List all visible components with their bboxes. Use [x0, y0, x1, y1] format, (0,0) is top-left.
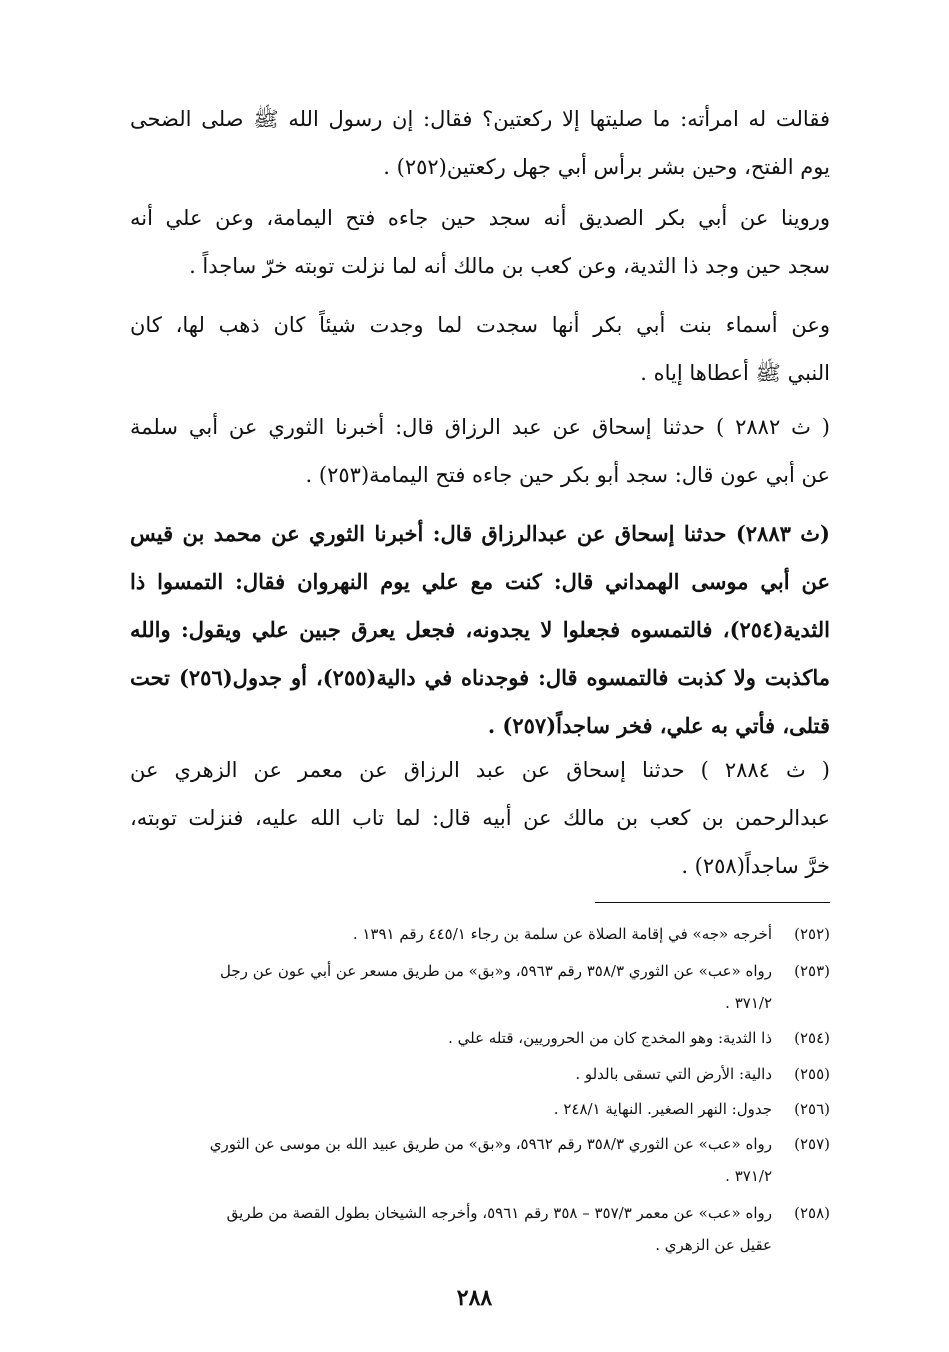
footnote-text: عقيل عن الزهري . [655, 1236, 772, 1254]
footnote-text: ٣٧١/٢ . [725, 1167, 772, 1185]
paragraph-3 [130, 301, 830, 397]
footnote-text: دالية: الأرض التي تسقى بالدلو . [575, 1065, 772, 1083]
footnote-text: رواه «عب» عن الثوري ٣٥٨/٣ رقم ٥٩٦٣، و«بق» من طريق مسعر عن أبي عون عن رجل [220, 962, 772, 980]
footnote-number: (٢٥٣) [794, 962, 830, 980]
footnote-text: أخرجه «جه» في إقامة الصلاة عن سلمة بن رجاء ٤٤٥/١ رقم ١٣٩١ . [352, 925, 772, 943]
text-line: ( ث ٢٨٨٤ ) حدثنا إسحاق عن عبد الرزاق عن معمر عن الزهري عن [130, 758, 830, 782]
footnote-number: (٢٥٨) [794, 1204, 830, 1222]
athar-2882 [130, 403, 830, 499]
footnote-number: (٢٥٥) [794, 1065, 830, 1083]
footnote-255 [130, 1058, 830, 1090]
athar-2883 [130, 510, 830, 750]
footnote-number: (٢٥٦) [794, 1100, 830, 1118]
paragraph-2 [130, 194, 830, 290]
text-line: ماكذبت ولا كذبت فالتمسوه قال: فوجدناه في دالية(٢٥٥)، أو جدول(٢٥٦) تحت [130, 665, 830, 690]
footnote-number: (٢٥٧) [794, 1135, 830, 1153]
text-line: عن أبي موسى الهمداني قال: كنت مع علي يوم النهروان فقال: التمسوا ذا [130, 569, 830, 594]
footnote-text: جدول: النهر الصغير. النهاية ٢٤٨/١ . [553, 1100, 772, 1118]
text-line: وروينا عن أبي بكر الصديق أنه سجد حين جاءه فتح اليمامة، وعن علي أنه [130, 206, 830, 230]
page-number: ٢٨٨ [456, 1285, 493, 1311]
footnote-divider [595, 902, 830, 903]
footnote-258 [130, 1197, 830, 1261]
text-line: قتلى، فأتي به علي، فخر ساجداً(٢٥٧) . [487, 713, 830, 738]
text-line: الثدية(٢٥٤)، فالتمسوه فجعلوا لا يجدونه، فجعل يعرق جبين علي ويقول: والله [130, 617, 830, 642]
text-line: خرَّ ساجداً(٢٥٨) . [681, 854, 830, 878]
text-line: عبدالرحمن بن كعب بن مالك عن أبيه قال: لما تاب الله عليه، فنزلت توبته، [130, 806, 830, 830]
footnote-text: رواه «عب» عن معمر ٣٥٧/٣ – ٣٥٨ رقم ٥٩٦١، وأخرجه الشيخان بطول القصة من طريق [226, 1204, 772, 1222]
footnote-text: ذا الثدية: وهو المخدج كان من الحروريين، قتله علي . [448, 1029, 772, 1047]
footnote-text: ٣٧١/٢ . [725, 994, 772, 1012]
text-line: يوم الفتح، وحين بشر برأس أبي جهل ركعتين(٢٥٢) . [383, 155, 830, 179]
text-line: عن أبي عون قال: سجد أبو بكر حين جاءه فتح اليمامة(٢٥٣) . [305, 463, 830, 487]
footnote-257 [130, 1128, 830, 1192]
athar-2884 [130, 746, 830, 890]
text-line: وعن أسماء بنت أبي بكر أنها سجدت لما وجدت شيئاً كان ذهب لها، كان [130, 313, 830, 337]
paragraph-1 [130, 95, 830, 191]
text-line: ( ث ٢٨٨٢ ) حدثنا إسحاق عن عبد الرزاق قال: أخبرنا الثوري عن أبي سلمة [130, 415, 830, 439]
text-line: فقالت له امرأته: ما صليتها إلا ركعتين؟ فقال: إن رسول الله ﷺ صلى الضحى [130, 107, 830, 131]
text-line: (ث ٢٨٨٣) حدثنا إسحاق عن عبدالرزاق قال: أخبرنا الثوري عن محمد بن قيس [130, 521, 830, 546]
footnote-254 [130, 1022, 830, 1054]
text-line: سجد حين وجد ذا الثدية، وعن كعب بن مالك أنه لما نزلت توبته خرّ ساجداً . [189, 254, 830, 278]
footnote-number: (٢٥٢) [794, 925, 830, 943]
footnote-number: (٢٥٤) [794, 1029, 830, 1047]
footnote-256 [130, 1093, 830, 1125]
footnote-253 [130, 955, 830, 1019]
footnote-252 [130, 918, 830, 950]
text-line: النبي ﷺ أعطاها إياه . [640, 361, 830, 385]
footnote-text: رواه «عب» عن الثوري ٣٥٨/٣ رقم ٥٩٦٢، و«بق» من طريق عبيد الله بن موسى عن الثوري [209, 1135, 772, 1153]
